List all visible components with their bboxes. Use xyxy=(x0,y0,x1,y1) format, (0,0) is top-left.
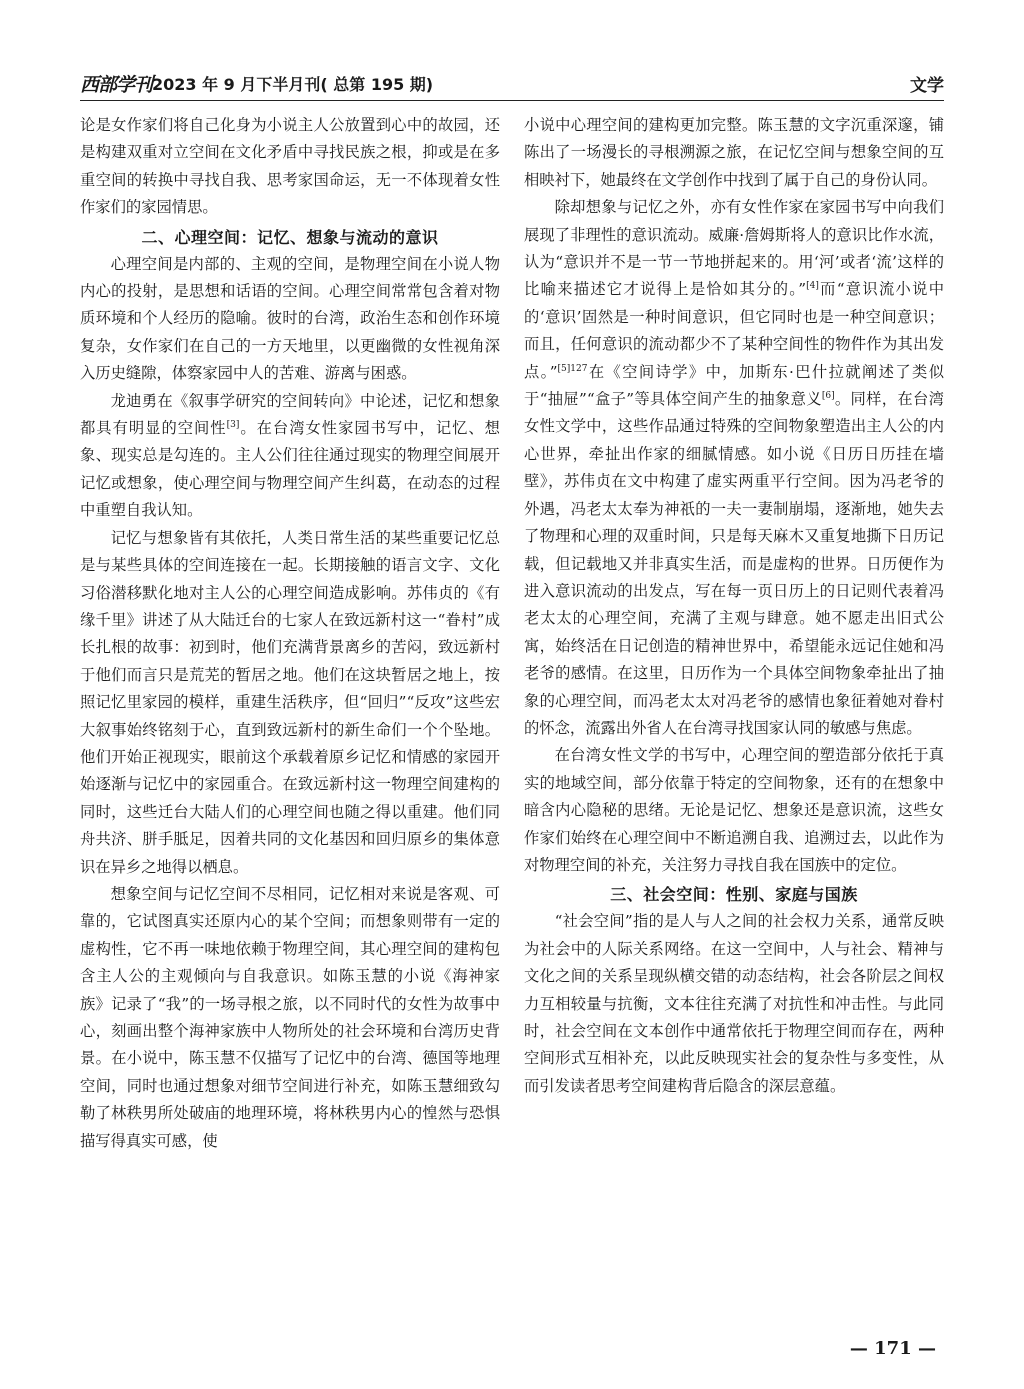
citation-ref: [5]127 xyxy=(557,363,588,374)
paragraph: 想象空间与记忆空间不尽相同，记忆相对来说是客观、可靠的，它试图真实还原内心的某个空间；而想象则带有一定的虚构性，它不再一味地依赖于物理空间，其心理空间的建构包含主人公的主观倾向与自我意识。如陈玉慧的小说《海神家族》记录了“我”的一场寻根之旅，以不同时代的女性为故事中心，刻画出整个海神家族中人物所处的社会环境和台湾历史背景。在小说中，陈玉慧不仅描写了记忆中的台湾、德国等地理空间，同时也通过想象对细节空间进行补充，如陈玉慧细致勾勒了林秩男所处破庙的地理环境，将林秩男内心的惶然与恐惧描写得真实可感，使 xyxy=(80,884,500,1150)
page-header xyxy=(80,66,944,101)
paragraph xyxy=(80,388,500,525)
paragraph: “社会空间”指的是人与人之间的社会权力关系，通常反映为社会中的人际关系网络。在这一空间中，人与社会、精神与文化之间的关系呈现纵横交错的动态结构，社会各阶层之间权力互相较量与抗衡，文本往往充满了对抗性和冲击性。与此同时，社会空间在文本创作中通常依托于物理空间而存在，两种空间形式互相补充，以此反映现实社会的复杂性与多变性，从而引发读者思考空间建构背后隐含的深层意蕴。 xyxy=(524,912,944,1095)
paragraph-text: 龙迪勇在《叙事学研究的空间转向》中论述，记忆和想象都具有明显的空间性 xyxy=(80,391,500,438)
paragraph: 小说中心理空间的建构更加完整。陈玉慧的文字沉重深邃，铺陈出了一场漫长的寻根溯源之旅，在记忆空间与想象空间的互相映衬下，她最终在文学创作中找到了属于自己的身份认同。 xyxy=(524,116,944,189)
paragraph-text: 而“意识流小说中的‘意识’固然是一种时间意识，但它同时也是一种空间意识；而且，任何意识的流动都少不了某种空间性的物件作为其出发点。” xyxy=(524,280,945,381)
right-column xyxy=(524,112,944,1100)
citation-ref: [4] xyxy=(806,281,819,292)
paragraph xyxy=(524,194,944,742)
page-number: — 171 — xyxy=(849,1338,936,1359)
section-heading: 二、心理空间：记忆、想象与流动的意识 xyxy=(141,227,439,247)
section-label: 文学 xyxy=(910,76,944,96)
section-heading: 三、社会空间：性别、家庭与国族 xyxy=(610,885,858,905)
paragraph: 论是女作家们将自己化身为小说主人公放置到心中的故园，还是构建双重对立空间在文化矛盾中寻找民族之根，抑或是在多重空间的转换中寻找自我、思考家国命运，无一不体现着女性作家们的家园情思。 xyxy=(80,116,500,217)
paragraph-text: 。同样，在台湾女性文学中，这些作品通过特殊的空间物象塑造出主人公的内心世界，牵扯出作家的细腻情感。如小说《日历日历挂在墙壁》，苏伟贞在文中构建了虚实两重平行空间。因为冯老爷的外遇，冯老太太奉为神祇的一夫一妻制崩塌，逐渐地，她失去了物理和心理的双重时间，只是每天麻木又重复地撕下日历记载，但记载地又并非真实生活，而是虚构的世界。日历便作为进入意识流动的出发点，写在每一页日历上的日记则代表着冯老太太的心理空间，充满了主观与肆意。她不愿走出旧式公寓，始终活在日记创造的精神世界中，希望能永远记住她和冯老爷的感情。在这里，日历作为一个具体空间物象牵扯出了抽象的心理空间，而冯老太太对冯老爷的感情也象征着她对眷村的怀念，流露出外省人在台湾寻找国家认同的敏感与焦虑。 xyxy=(524,390,944,737)
journal-logo: 西部学刊 xyxy=(80,74,153,96)
paragraph: 在台湾女性文学的书写中，心理空间的塑造部分依托于真实的地域空间，部分依靠于特定的空间物象，还有的在想象中暗含内心隐秘的思绪。无论是记忆、想象还是意识流，这些女作家们始终在心理空间中不断追溯自我、追溯过去，以此作为对物理空间的补充，关注努力寻找自我在国族中的定位。 xyxy=(524,746,944,874)
citation-ref: [3] xyxy=(226,420,240,431)
issue-info: 2023 年 9 月下半月刊( 总第 195 期) xyxy=(152,75,434,94)
paragraph-text: 除却想象与记忆之外，亦有女性作家在家园书写中向我们展现了非理性的意识流动。威廉·詹姆斯将人的意识比作水流，认为“意识并不是一节一节地拼起来的。用‘河’或者‘流’这样的比喻来描述它才说得上是恰如其分的。” xyxy=(524,198,944,299)
paragraph-text: 。在台湾女性家园书写中，记忆、想象、现实总是勾连的。主人公们往往通过现实的物理空间展开记忆或想象，使心理空间与物理空间产生纠葛，在动态的过程中重塑自我认知。 xyxy=(80,419,500,520)
paragraph-text: 在《空间诗学》中，加斯东·巴什拉就阐述了类似于“抽屉”“盒子”等具体空间产生的抽象意义 xyxy=(524,362,944,409)
left-column xyxy=(80,112,500,1155)
citation-ref: [6] xyxy=(821,391,835,402)
paragraph: 记忆与想象皆有其依托，人类日常生活的某些重要记忆总是与某些具体的空间连接在一起。长期接触的语言文字、文化习俗潜移默化地对主人公的心理空间造成影响。苏伟贞的《有缘千里》讲述了从大陆迁台的七家人在致远新村这一“眷村”成长扎根的故事：初到时，他们充满背景离乡的苦闷，致远新村于他们而言只是荒芜的暂居之地。他们在这块暂居之地上，按照记忆里家园的模样，重建生活秩序，但“回归”“反攻”这些宏大叙事始终铭刻于心，直到致远新村的新生命们一个个坠地。他们开始正视现实，眼前这个承载着原乡记忆和情感的家园开始逐渐与记忆中的家园重合。在致远新村这一物理空间建构的同时，这些迁台大陆人们的心理空间也随之得以重建。他们同舟共济、胼手胝足，因着共同的文化基因和回归原乡的集体意识在异乡之地得以栖息。 xyxy=(80,528,500,876)
paragraph: 心理空间是内部的、主观的空间，是物理空间在小说人物内心的投射，是思想和话语的空间。心理空间常常包含着对物质环境和个人经历的隐喻。彼时的台湾，政治生态和创作环境复杂，女作家们在自己的一方天地里，以更幽微的女性视角深入历史缝隙，体察家园中人的苦难、游离与困惑。 xyxy=(80,254,500,383)
